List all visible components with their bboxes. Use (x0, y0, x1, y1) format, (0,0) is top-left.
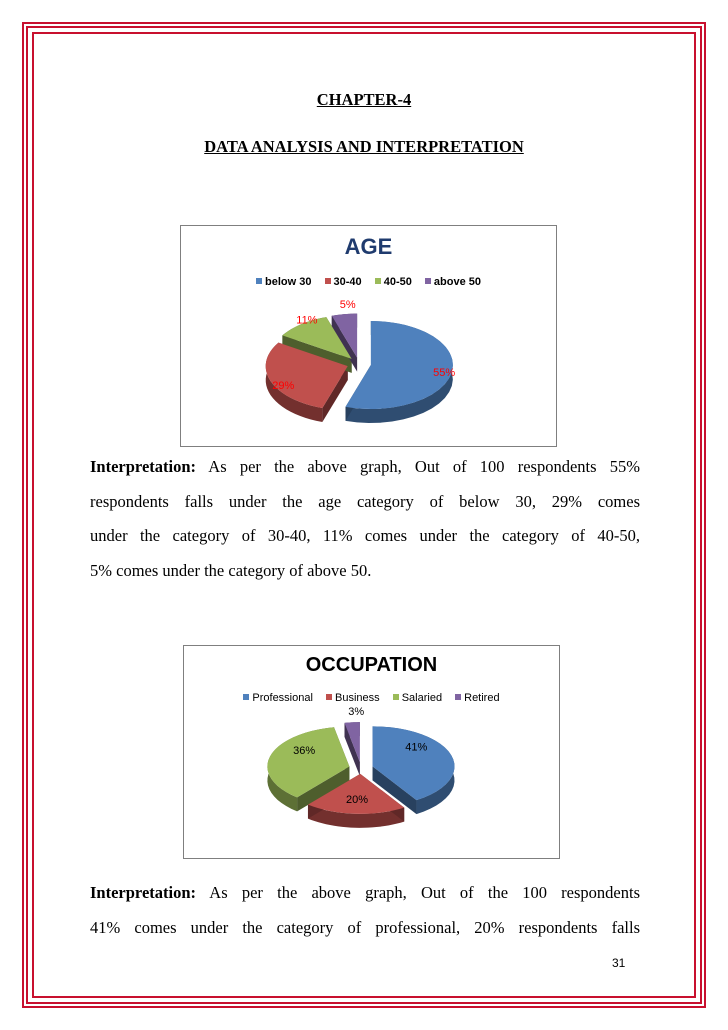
pie-data-label: 11% (296, 314, 318, 327)
chapter-heading: CHAPTER-4 (316, 90, 412, 109)
legend-item: above 50 (425, 276, 481, 288)
pie-data-label: 36% (293, 744, 316, 757)
age-chart (180, 225, 557, 447)
page-number: 31 (612, 956, 626, 970)
chart-title: AGE (344, 234, 393, 259)
legend-item: 40-50 (375, 276, 412, 288)
age-pie (181, 226, 556, 446)
legend-item: below 30 (256, 276, 311, 288)
pie-data-label: 5% (339, 298, 356, 311)
occupation-pie (184, 646, 559, 858)
pie-data-label: 20% (345, 794, 368, 807)
legend-item: Business (326, 692, 380, 704)
pie-data-label: 3% (348, 706, 365, 719)
section-title: DATA ANALYSIS AND INTERPRETATION (204, 137, 524, 156)
legend-item: 30-40 (325, 276, 362, 288)
pie-data-label: 55% (433, 367, 456, 380)
legend-item: Retired (455, 692, 499, 704)
legend-item: Professional (243, 692, 313, 704)
pie-data-label: 29% (272, 380, 295, 393)
interpretation-paragraph-2: Interpretation: As per the above graph, Out of the 100 respondents 41% comes under the category of professional, 20% respondents falls (90, 883, 640, 937)
occupation-chart (183, 645, 560, 859)
pie-data-label: 41% (405, 741, 428, 754)
chart-title: OCCUPATION (305, 654, 438, 676)
interpretation-paragraph-1: Interpretation: As per the above graph, Out of 100 respondents 55% respondents falls under the age category of below 30, 29% comes under the category of 30-40, 11% comes under the category of 40-50, 5% comes under the category of above 50. (90, 457, 640, 580)
legend-item: Salaried (393, 692, 442, 704)
